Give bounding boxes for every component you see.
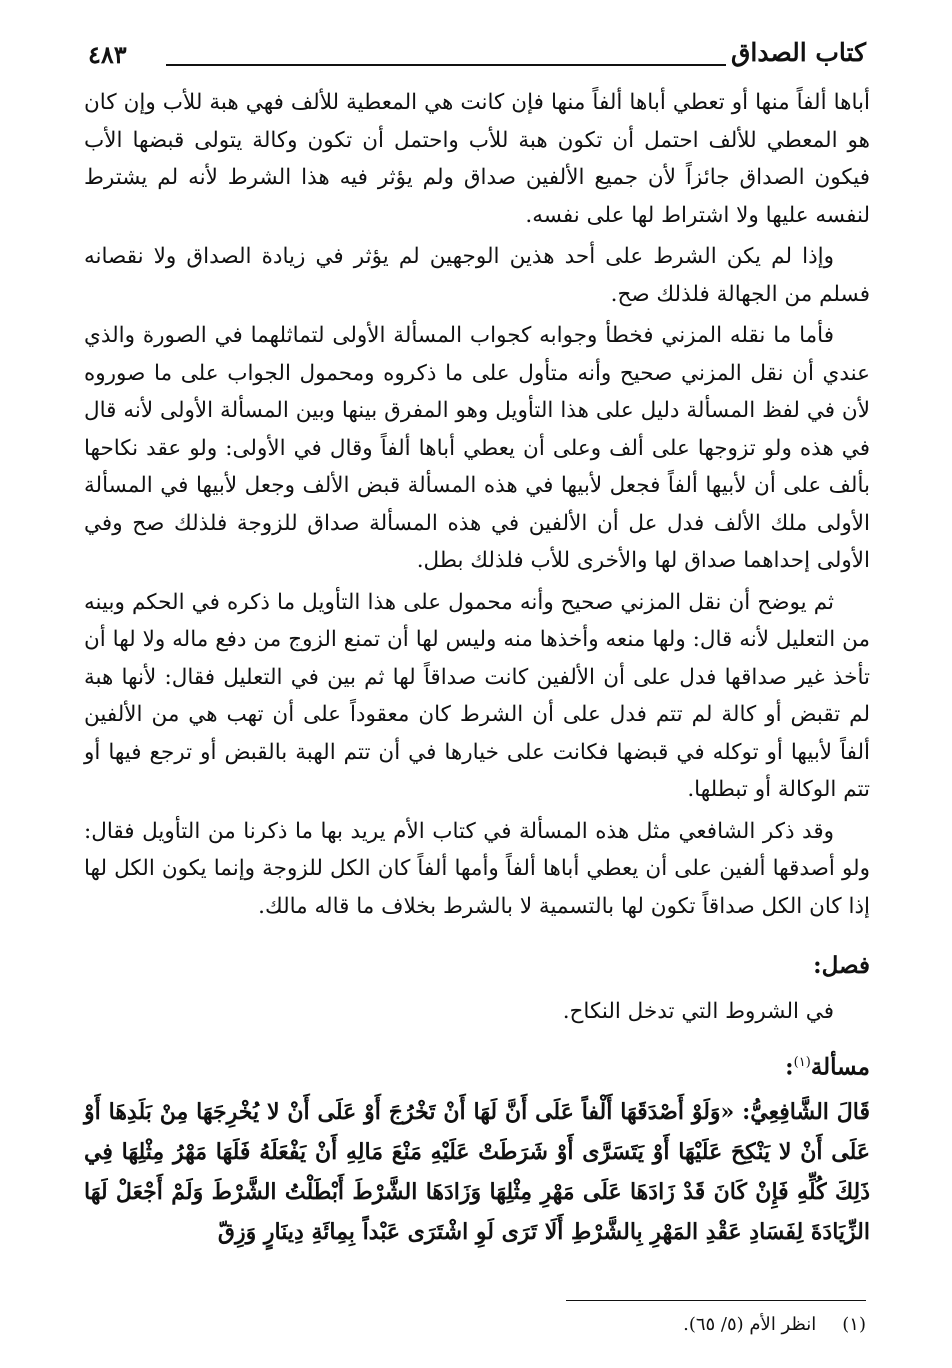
shafii-quote: قَالَ الشَّافِعِيُّ: «وَلَوْ أَصْدَقَهَا أَلْفاً عَلَى أَنَّ لَهَا أَنْ تَخْرُجَ أَوْ عَلَى أَنْ لا يُخْرِجَهَا مِنْ بَلَدِهَا أَوْ عَلَى أَنْ لا يَنْكِحَ عَلَيْهَا أَوْ يَتَسَرَّى أَوْ شَرَطَتْ عَلَيْهِ مَنْعَ مَالِهِ أَنْ يَفْعَلَهُ فَلَهَا مَهْرُ مِثْلِهَا فِي ذَلِكَ كُلِّهِ فَإِنْ كَانَ قَدْ زَادَهَا عَلَى مَهْرِ مِثْلِهَا وَزَادَهَا الشَّرْطَ أَبْطَلْتُ الشَّرْطَ وَلَمْ أَجْعَلْ لَهَا الزِّيَادَةَ لِفَسَادِ عَقْدِ المَهْرِ بِالشَّرْطِ أَلَا تَرَى لَوِ اشْتَرَى عَبْداً بِمِائَةِ دِينَارٍ وَزِقّ — [84, 1099, 870, 1246]
paragraph: وقد ذكر الشافعي مثل هذه المسألة في كتاب الأم يريد بها ما ذكرنا من التأويل فقال: ولو أصدقها ألفين على أن يعطي أباها ألفاً وأمها ألفاً كان الكل للزوجة وإنما يكون الكل لها إذا كان الكل صداقاً تكون لها بالتسمية لا بالشرط بخلاف ما قاله مالك. — [84, 818, 870, 919]
paragraph: ثم يوضح أن نقل المزني صحيح وأنه محمول على هذا التأويل ما ذكره في الحكم وبينه من التعليل لأنه قال: ولها منعه وأخذها منه وليس لها أن تمنع الزوج من دفع ماله ولا لها أن تأخذ غير صداقها فدل على أن الألفين كانت صداقاً لها ثم بين في التعليل فقال: لأنها هبة لم تقبض أو كالة لم تتم فدل على أن الشرط كان معقوداً على أن تهب هي من الألفين ألفاً لأبيها أو توكله في قبضها فكانت على خيارها في أن تتم الهبة بالقبض أو ترجع فيها أو تتم الوكالة أو تبطلها. — [84, 589, 870, 802]
footnote-rule — [566, 1300, 866, 1301]
header-rule — [166, 64, 726, 66]
paragraph: فأما ما نقله المزني فخطأ وجوابه كجواب المسألة الأولى لتماثلهما في الصورة والذي عندي أن نقل المزني صحيح وأنه متأول على ما ذكروه ومحمول الجواب على ما صوروه لأن في لفظ المسألة دليل على هذا التأويل وهو المفرق بينها وبين المسألة الأولى لأنه قال في هذه ولو تزوجها على ألف وعلى أن يعطي أباها ألفاً وقال في الأولى: ولو عقد نكاحها بألف على أن لأبيها ألفاً فجعل لأبيها في هذه المسألة قبض الألف وجعل لأبيها في المسألة الأولى ملك الألف فدل عل أن الألفين في هذه المسألة صداق للزوجة فلذلك صح وفي الأولى إحداهما صداق لها والأخرى للأب فلذلك بطل. — [84, 323, 870, 573]
section-heading: فصل: — [813, 952, 870, 979]
issue-heading — [84, 1044, 870, 1086]
section-subtitle: في الشروط التي تدخل النكاح. — [562, 998, 834, 1024]
paragraph: وإذا لم يكن الشرط على أحد هذين الوجهين لم يؤثر في زيادة الصداق ولا نقصانه فسلم من الجهالة فلذلك صح. — [84, 244, 870, 307]
chapter-title: كتاب الصداق — [730, 38, 866, 67]
paragraph: أباها ألفاً منها أو تعطي أباها ألفاً منها فإن كانت هي المعطية للألف فهي هبة للأب وإن كان هو المعطي للألف احتمل أن تكون هبة للأب واحتمل أن تكون وكالة يتولى قبضها الأب فيكون الصداق جائزاً لأن جميع الألفين صداق ولم يؤثر فيه هذا الشرط لأنه لم يشترط لنفسه عليها ولا اشتراط لها على نفسه. — [84, 90, 870, 228]
footnote-number: (١) — [842, 1314, 866, 1335]
issue-heading-colon: : — [785, 1053, 794, 1081]
running-header — [88, 36, 866, 76]
page-number: ٤٨٣ — [88, 40, 127, 69]
footnote-text: انظر الأم (٥/ ٦٥). — [683, 1314, 817, 1335]
footnote — [683, 1314, 866, 1335]
main-text — [84, 84, 870, 1252]
footnote-marker: (١) — [793, 1055, 811, 1070]
issue-heading-text: مسألة — [810, 1053, 870, 1081]
